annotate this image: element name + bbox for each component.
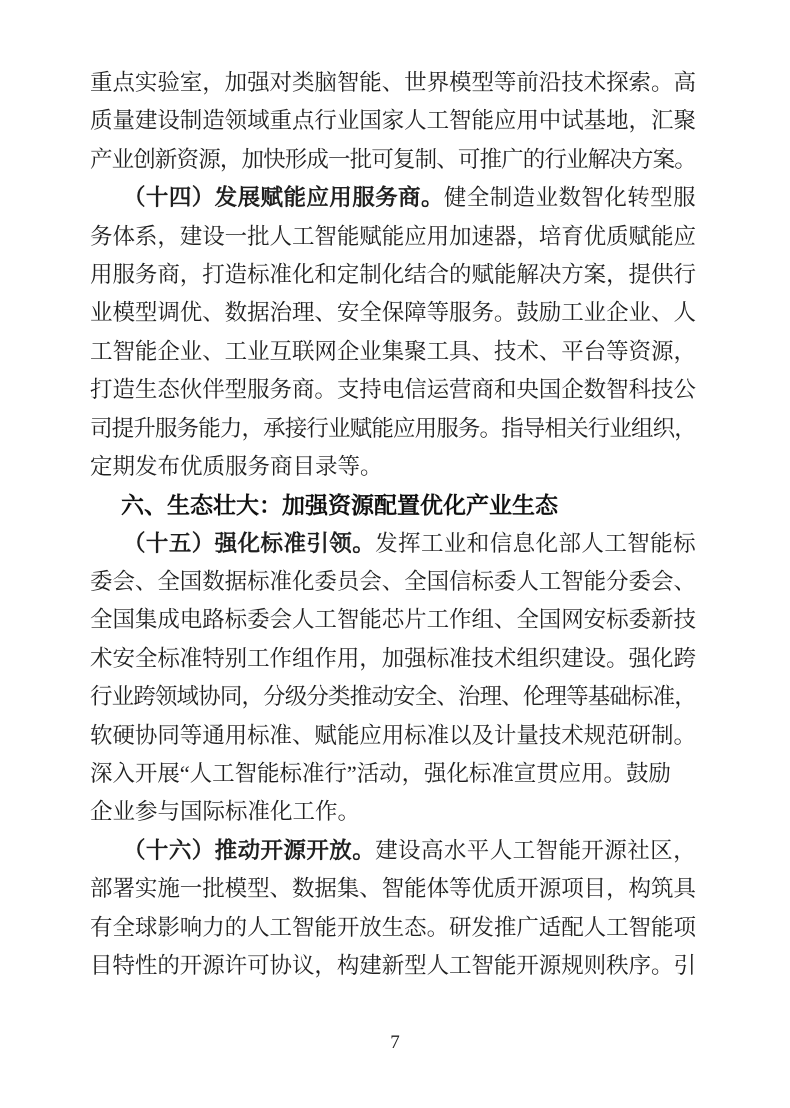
text-line: 深入开展“人工智能标准行”活动，强化标准宣贯应用。鼓励 xyxy=(90,761,671,787)
text-line: 司提升服务能力，承接行业赋能应用服务。指导相关行业组织， xyxy=(90,415,696,441)
text-line: （十六）推动开源开放。建设高水平人工智能开源社区， xyxy=(123,837,697,863)
text-line: 工智能企业、工业互联网企业集聚工具、技术、平台等资源， xyxy=(90,338,696,364)
paragraph-lead: （十四）发展赋能应用服务商。 xyxy=(123,185,444,211)
section-heading: 六、生态壮大：加强资源配置优化产业生态 xyxy=(121,492,558,519)
text-line: 目特性的开源许可协议，构建新型人工智能开源规则秩序。引 xyxy=(90,952,696,978)
paragraph-lead: （十五）强化标准引领。 xyxy=(123,530,376,556)
text-line: 重点实验室，加强对类脑智能、世界模型等前沿技术探索。高 xyxy=(90,70,696,95)
text-line: 质量建设制造领域重点行业国家人工智能应用中试基地，汇聚 xyxy=(90,108,696,134)
text-line: 软硬协同等通用标准、赋能应用标准以及计量技术规范研制。 xyxy=(90,722,696,748)
text-line: 行业跨领域协同，分级分类推动安全、治理、伦理等基础标准， xyxy=(90,684,696,710)
text-line: 全国集成电路标委会人工智能芯片工作组、全国网安标委新技 xyxy=(90,607,696,633)
text-line: （十四）发展赋能应用服务商。健全制造业数智化转型服 xyxy=(123,185,697,211)
text-line: 产业创新资源，加快形成一批可复制、可推广的行业解决方案。 xyxy=(90,146,696,172)
text-line: 务体系，建设一批人工智能赋能应用加速器，培育优质赋能应 xyxy=(90,223,696,249)
paragraph-lead: （十六）推动开源开放。 xyxy=(123,837,376,863)
text-line: 有全球影响力的人工智能开放生态。研发推广适配人工智能项 xyxy=(90,914,696,940)
page-number: 7 xyxy=(390,1032,400,1053)
text-line: 部署实施一批模型、数据集、智能体等优质开源项目，构筑具 xyxy=(90,876,696,902)
page-body xyxy=(90,64,696,985)
text-line: 定期发布优质服务商目录等。 xyxy=(90,453,383,479)
text-line: 打造生态伙伴型服务商。支持电信运营商和央国企数智科技公 xyxy=(90,377,696,403)
text-line: 用服务商，打造标准化和定制化结合的赋能解决方案，提供行 xyxy=(90,261,696,287)
text-line: 企业参与国际标准化工作。 xyxy=(90,799,361,825)
text-line: 委会、全国数据标准化委员会、全国信标委人工智能分委会、 xyxy=(90,569,696,595)
text-line: （十五）强化标准引领。发挥工业和信息化部人工智能标 xyxy=(123,530,697,556)
text-line: 术安全标准特别工作组作用，加强标准技术组织建设。强化跨 xyxy=(90,645,696,671)
text-line: 业模型调优、数据治理、安全保障等服务。鼓励工业企业、人 xyxy=(90,300,696,326)
